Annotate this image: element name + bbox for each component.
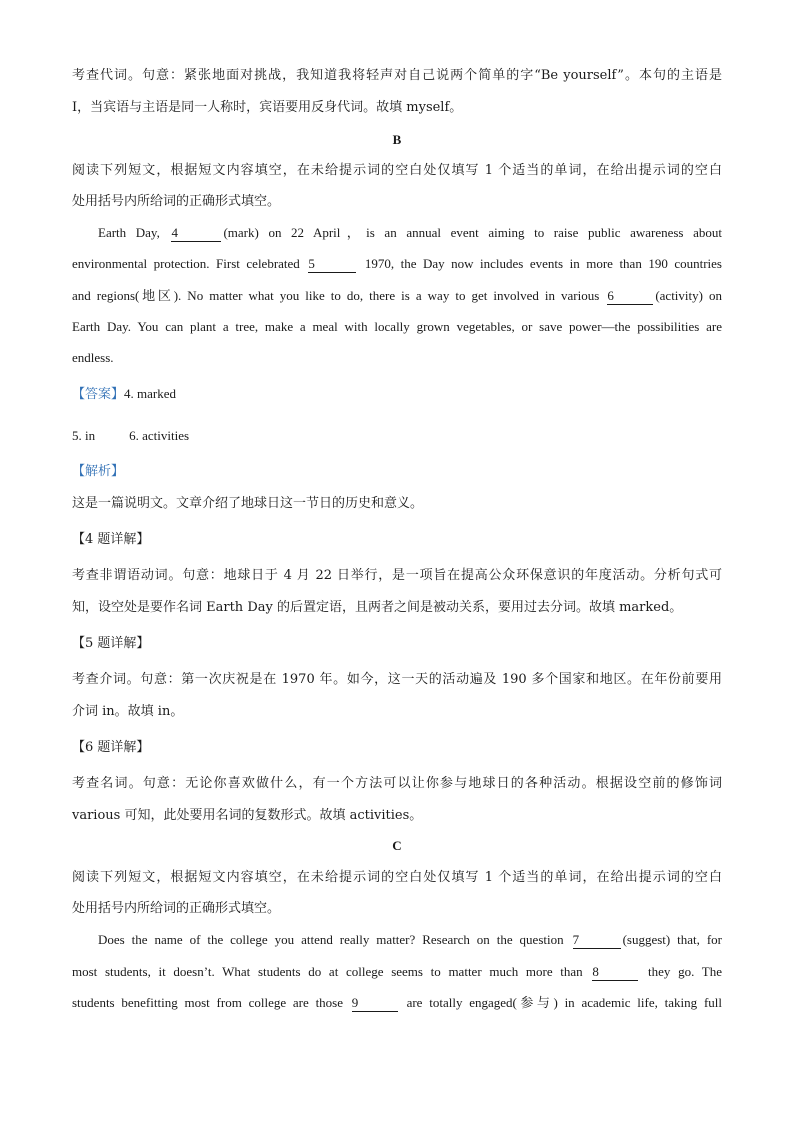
detail-text: 介词 in。故填 in。 — [72, 704, 184, 719]
answer-text: 5. in — [72, 428, 96, 443]
detail-tag: 【5 题详解】 — [72, 636, 150, 651]
instruction-text: 处用括号内所给词的正确形式填空。 — [72, 901, 281, 916]
passage-text: Does the name of the college you attend really matter? Research on the question — [98, 932, 571, 947]
answer-line — [72, 426, 189, 446]
blank-7[interactable]: 7 — [573, 932, 621, 949]
passage-line — [98, 223, 722, 243]
detail-text: various 可知，此处要用名词的复数形式。故填 activities。 — [72, 808, 423, 823]
instruction-text: 阅读下列短文，根据短文内容填空，在未给提示词的空白处仅填写 1 个适当的单词，在给出提示词的空白 — [72, 163, 722, 178]
passage-line — [72, 348, 114, 368]
instruction-line — [72, 899, 280, 919]
detail-line — [72, 598, 682, 618]
passage-text: they go. The — [640, 964, 722, 979]
explanation-text: I，当宾语与主语是同一人称时，宾语要用反身代词。故填 myself。 — [72, 100, 463, 115]
detail-text: 知，设空处是要作名词 Earth Day 的后置定语，且两者之间是被动关系，要用过去分词。故填 marked。 — [72, 600, 683, 615]
blank-4[interactable]: 4 — [171, 225, 221, 242]
answer-text: 4. marked — [124, 386, 176, 401]
passage-text: 1970, the Day now includes events in more than 190 countries — [358, 256, 722, 271]
passage-text: are totally engaged(参与) in academic life, taking full — [399, 995, 722, 1010]
passage-text: endless. — [72, 350, 114, 365]
analysis-line — [72, 494, 423, 514]
detail-text: 考查名词。句意：无论你喜欢做什么，有一个方法可以让你参与地球日的各种活动。根据设空前的修饰词 — [72, 776, 722, 791]
detail-tag: 【6 题详解】 — [72, 740, 150, 755]
instruction-line — [72, 192, 280, 212]
detail-line — [72, 670, 722, 690]
answer-tag: 【答案】 — [72, 387, 125, 402]
section-heading-b: B — [392, 132, 402, 147]
passage-line — [72, 962, 722, 982]
passage-text: Earth Day. You can plant a tree, make a meal with locally grown vegetables, or save power—the possibilities are — [72, 319, 722, 334]
blank-5[interactable]: 5 — [308, 256, 356, 273]
passage-text: (suggest) that, for — [622, 932, 723, 947]
passage-line — [72, 993, 722, 1013]
analysis-text: 这是一篇说明文。文章介绍了地球日这一节日的历史和意义。 — [72, 496, 424, 511]
section-heading-c: C — [392, 838, 402, 853]
detail-line — [72, 774, 722, 794]
passage-line — [72, 254, 722, 274]
blank-6[interactable]: 6 — [607, 288, 653, 305]
passage-line — [72, 317, 722, 337]
detail-line — [72, 566, 722, 586]
instruction-text: 阅读下列短文，根据短文内容填空，在未给提示词的空白处仅填写 1 个适当的单词，在给出提示词的空白 — [72, 870, 722, 885]
explanation-line — [72, 98, 462, 118]
passage-line — [98, 930, 722, 950]
passage-text: and regions(地区). No matter what you like to do, there is a way to get involved in various — [72, 288, 606, 303]
detail-line — [72, 702, 183, 722]
passage-text: students benefitting most from college are those — [72, 995, 350, 1010]
instruction-line — [72, 868, 722, 888]
explanation-text: 考查代词。句意：紧张地面对挑战，我知道我将轻声对自己说两个简单的字“Be yourself”。本句的主语是 — [72, 68, 722, 83]
passage-text: environmental protection. First celebrated — [72, 256, 307, 271]
instruction-text: 处用括号内所给词的正确形式填空。 — [72, 194, 281, 209]
instruction-line — [72, 161, 722, 181]
detail-tag: 【4 题详解】 — [72, 532, 150, 547]
explanation-line — [72, 66, 722, 86]
detail-line — [72, 806, 422, 826]
blank-8[interactable]: 8 — [592, 964, 638, 981]
answer-text: 6. activities — [129, 428, 190, 443]
passage-text: Earth Day, — [98, 225, 170, 240]
passage-line — [72, 286, 722, 306]
blank-9[interactable]: 9 — [352, 995, 398, 1012]
answer-line — [72, 384, 176, 404]
detail-text: 考查非谓语动词。句意：地球日于 4 月 22 日举行，是一项旨在提高公众环保意识的年度活动。分析句式可 — [72, 568, 722, 583]
detail-heading — [72, 530, 149, 550]
detail-text: 考查介词。句意：第一次庆祝是在 1970 年。如今，这一天的活动遍及 190 多个国家和地区。在年份前要用 — [72, 672, 722, 687]
analysis-tag: 【解析】 — [72, 464, 125, 479]
passage-text: most students, it doesn’t. What students do at college seems to matter much more than — [72, 964, 591, 979]
detail-heading — [72, 738, 149, 758]
passage-text: (activity) on — [655, 288, 722, 303]
analysis-tag-line — [72, 462, 124, 482]
passage-text: (mark) on 22 April，is an annual event aiming to raise public awareness about — [223, 225, 722, 240]
detail-heading — [72, 634, 149, 654]
